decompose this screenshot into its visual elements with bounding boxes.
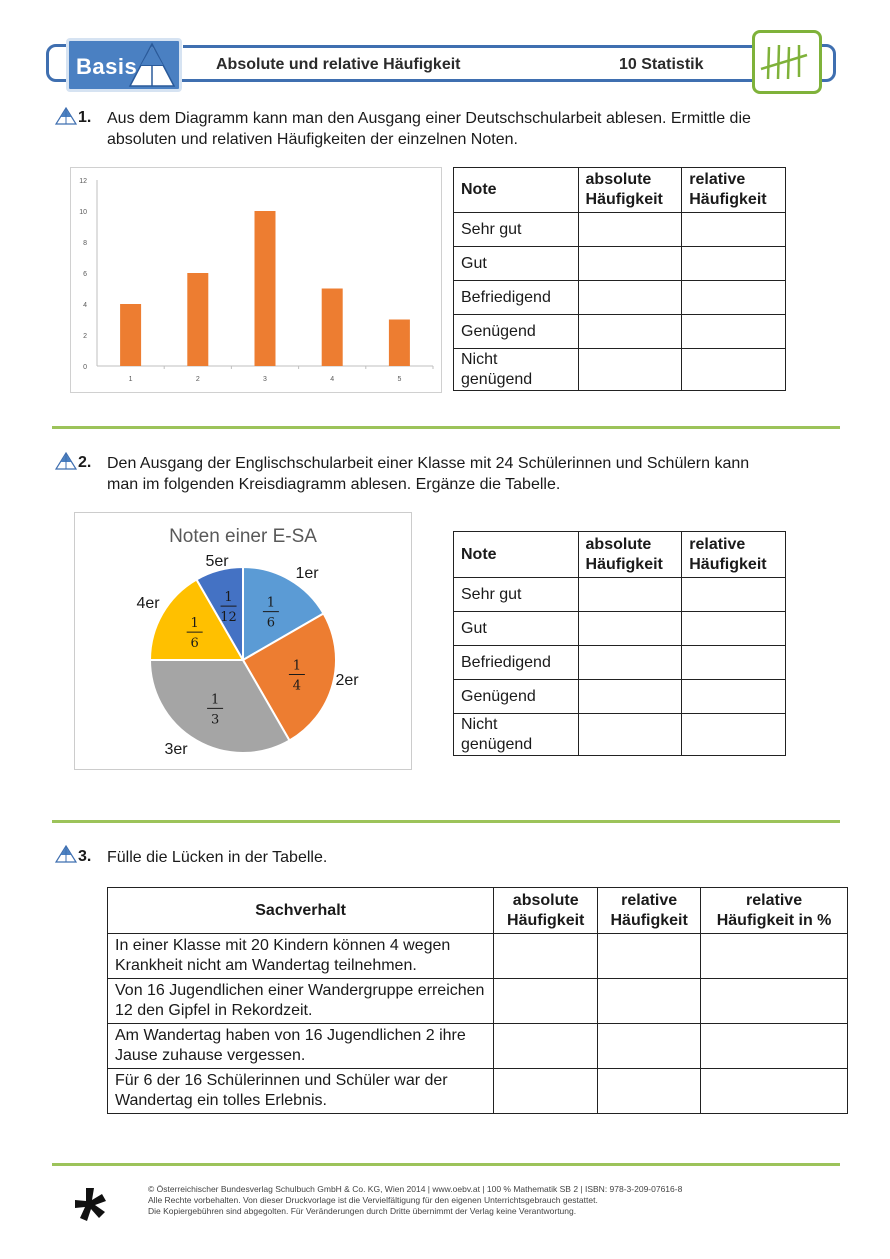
level-icon <box>55 845 77 863</box>
x-tick-label: 3 <box>263 376 267 383</box>
y-tick-label: 0 <box>83 364 87 371</box>
task-number: 2. <box>78 454 92 471</box>
bar <box>322 289 343 367</box>
fraction-numerator: 1 <box>190 616 199 632</box>
table-cell: Von 16 Jugendlichen einer Wandergruppe erreichen 12 den Gipfel in Rekordzeit. <box>108 979 494 1024</box>
table-cell: Nicht genügend <box>454 349 579 391</box>
bar <box>255 211 276 366</box>
task2-table <box>453 531 786 756</box>
answer-cell[interactable] <box>682 680 786 714</box>
table-header: relative Häufigkeit <box>682 168 786 213</box>
table-cell: Genügend <box>454 315 579 349</box>
fraction-numerator: 1 <box>292 658 302 674</box>
answer-cell[interactable] <box>578 213 682 247</box>
answer-cell[interactable] <box>494 1069 598 1114</box>
y-tick-label: 8 <box>83 240 87 247</box>
answer-cell[interactable] <box>578 247 682 281</box>
table-cell: Gut <box>454 247 579 281</box>
task-text-line: man im folgenden Kreisdiagramm ablesen. Ergänze die Tabelle. <box>107 476 561 493</box>
fraction-denominator: 12 <box>220 610 237 626</box>
y-tick-label: 12 <box>79 178 87 185</box>
answer-cell[interactable] <box>598 979 701 1024</box>
table-cell: Genügend <box>454 680 579 714</box>
task-number: 1. <box>78 109 92 126</box>
pie-chart <box>74 512 412 770</box>
footer-line: Die Kopiergebühren sind abgegolten. Für Veränderungen durch Dritte übernimmt der Verlag keine Verantwortung. <box>148 1206 577 1216</box>
footer-copyright <box>148 1184 682 1217</box>
task1-table <box>453 167 786 391</box>
answer-cell[interactable] <box>701 934 848 979</box>
table-header: Note <box>454 532 579 578</box>
answer-cell[interactable] <box>578 315 682 349</box>
answer-cell[interactable] <box>682 349 786 391</box>
section-divider <box>52 820 840 823</box>
task-text-line: Aus dem Diagramm kann man den Ausgang einer Deutschschularbeit ablesen. Ermittle die <box>107 110 751 127</box>
table-header: absolute Häufigkeit <box>494 888 598 934</box>
fraction-denominator: 3 <box>210 712 220 728</box>
task-text-line: Den Ausgang der Englischschularbeit einer Klasse mit 24 Schülerinnen und Schülern kann <box>107 455 750 472</box>
level-icon <box>55 452 77 470</box>
answer-cell[interactable] <box>682 281 786 315</box>
table-cell: Sehr gut <box>454 578 579 612</box>
answer-cell[interactable] <box>578 680 682 714</box>
answer-cell[interactable] <box>494 934 598 979</box>
header-top-line <box>183 45 753 48</box>
x-tick-label: 1 <box>128 376 133 383</box>
answer-cell[interactable] <box>701 979 848 1024</box>
bar-chart <box>71 168 443 394</box>
task3-table <box>107 887 848 1114</box>
pie-category-label: 3er <box>164 741 188 758</box>
table-cell: Sehr gut <box>454 213 579 247</box>
table-cell: Befriedigend <box>454 646 579 680</box>
answer-cell[interactable] <box>682 612 786 646</box>
answer-cell[interactable] <box>598 1069 701 1114</box>
table-cell: Am Wandertag haben von 16 Jugendlichen 2 ihre Jause zuhause vergessen. <box>108 1024 494 1069</box>
bar <box>120 304 141 366</box>
fraction-numerator: 1 <box>266 595 276 611</box>
table-header: absolute Häufigkeit <box>578 168 682 213</box>
table-cell: Für 6 der 16 Schülerinnen und Schüler war der Wandertag ein tolles Erlebnis. <box>108 1069 494 1114</box>
answer-cell[interactable] <box>682 315 786 349</box>
answer-cell[interactable] <box>578 578 682 612</box>
page-title: Absolute und relative Häufigkeit <box>216 56 461 73</box>
table-cell: In einer Klasse mit 20 Kindern können 4 wegen Krankheit nicht am Wandertag teilnehmen. <box>108 934 494 979</box>
answer-cell[interactable] <box>494 979 598 1024</box>
fraction-denominator: 6 <box>266 615 276 631</box>
answer-cell[interactable] <box>578 281 682 315</box>
task-text-line: absoluten und relativen Häufigkeiten der einzelnen Noten. <box>107 131 518 148</box>
answer-cell[interactable] <box>701 1024 848 1069</box>
answer-cell[interactable] <box>682 646 786 680</box>
answer-cell[interactable] <box>682 578 786 612</box>
pie-category-label: 2er <box>335 672 359 689</box>
table-cell: Befriedigend <box>454 281 579 315</box>
pie-category-label: 4er <box>136 595 160 612</box>
table-header: absolute Häufigkeit <box>578 532 682 578</box>
y-tick-label: 4 <box>83 302 87 309</box>
x-tick-label: 2 <box>195 376 200 383</box>
table-cell: Gut <box>454 612 579 646</box>
pie-category-label: 1er <box>295 565 319 582</box>
table-header: relative Häufigkeit <box>598 888 701 934</box>
answer-cell[interactable] <box>682 247 786 281</box>
x-tick-label: 5 <box>397 376 402 383</box>
table-header: relative Häufigkeit in % <box>701 888 848 934</box>
fraction-numerator: 1 <box>224 590 233 606</box>
answer-cell[interactable] <box>598 934 701 979</box>
answer-cell[interactable] <box>701 1069 848 1114</box>
table-header: Note <box>454 168 579 213</box>
basis-label: Basis <box>76 54 138 79</box>
answer-cell[interactable] <box>494 1024 598 1069</box>
answer-cell[interactable] <box>578 714 682 756</box>
footer-line: Alle Rechte vorbehalten. Von dieser Druckvorlage ist die Vervielfältigung für den eigenen Unterrichtsgebrauch gestattet. <box>148 1195 598 1205</box>
bar-chart-frame <box>70 167 442 393</box>
level-triangle-icon <box>128 42 176 88</box>
task-number: 3. <box>78 848 92 865</box>
footer-divider <box>52 1163 840 1166</box>
answer-cell[interactable] <box>578 646 682 680</box>
chapter-label: 10 Statistik <box>619 56 704 73</box>
table-header: Sachverhalt <box>108 888 494 934</box>
pie-chart-title: Noten einer E-SA <box>169 526 317 547</box>
fraction-denominator: 6 <box>190 636 199 652</box>
answer-cell[interactable] <box>578 612 682 646</box>
section-divider <box>52 426 840 429</box>
task-text: Fülle die Lücken in der Tabelle. <box>107 849 328 866</box>
tally-logo <box>752 30 822 94</box>
tally-marks-icon <box>755 33 819 91</box>
answer-cell[interactable] <box>578 349 682 391</box>
pie-category-label: 5er <box>205 553 229 570</box>
y-tick-label: 10 <box>79 209 87 216</box>
answer-cell[interactable] <box>682 213 786 247</box>
fraction-denominator: 4 <box>292 678 302 694</box>
table-header: relative Häufigkeit <box>682 532 786 578</box>
table-cell: Nicht genügend <box>454 714 579 756</box>
answer-cell[interactable] <box>598 1024 701 1069</box>
y-tick-label: 6 <box>83 271 87 278</box>
bar <box>187 273 208 366</box>
bar <box>389 320 410 367</box>
footer-line: © Österreichischer Bundesverlag Schulbuch GmbH & Co. KG, Wien 2014 | www.oebv.at | 100 % Mathematik SB 2 | ISBN: 978-3-209-07616-8 <box>148 1184 683 1194</box>
answer-cell[interactable] <box>682 714 786 756</box>
fraction-numerator: 1 <box>210 692 220 708</box>
y-tick-label: 2 <box>83 333 87 340</box>
x-tick-label: 4 <box>330 376 335 383</box>
publisher-logo-icon <box>72 1186 110 1224</box>
level-icon <box>55 107 77 125</box>
